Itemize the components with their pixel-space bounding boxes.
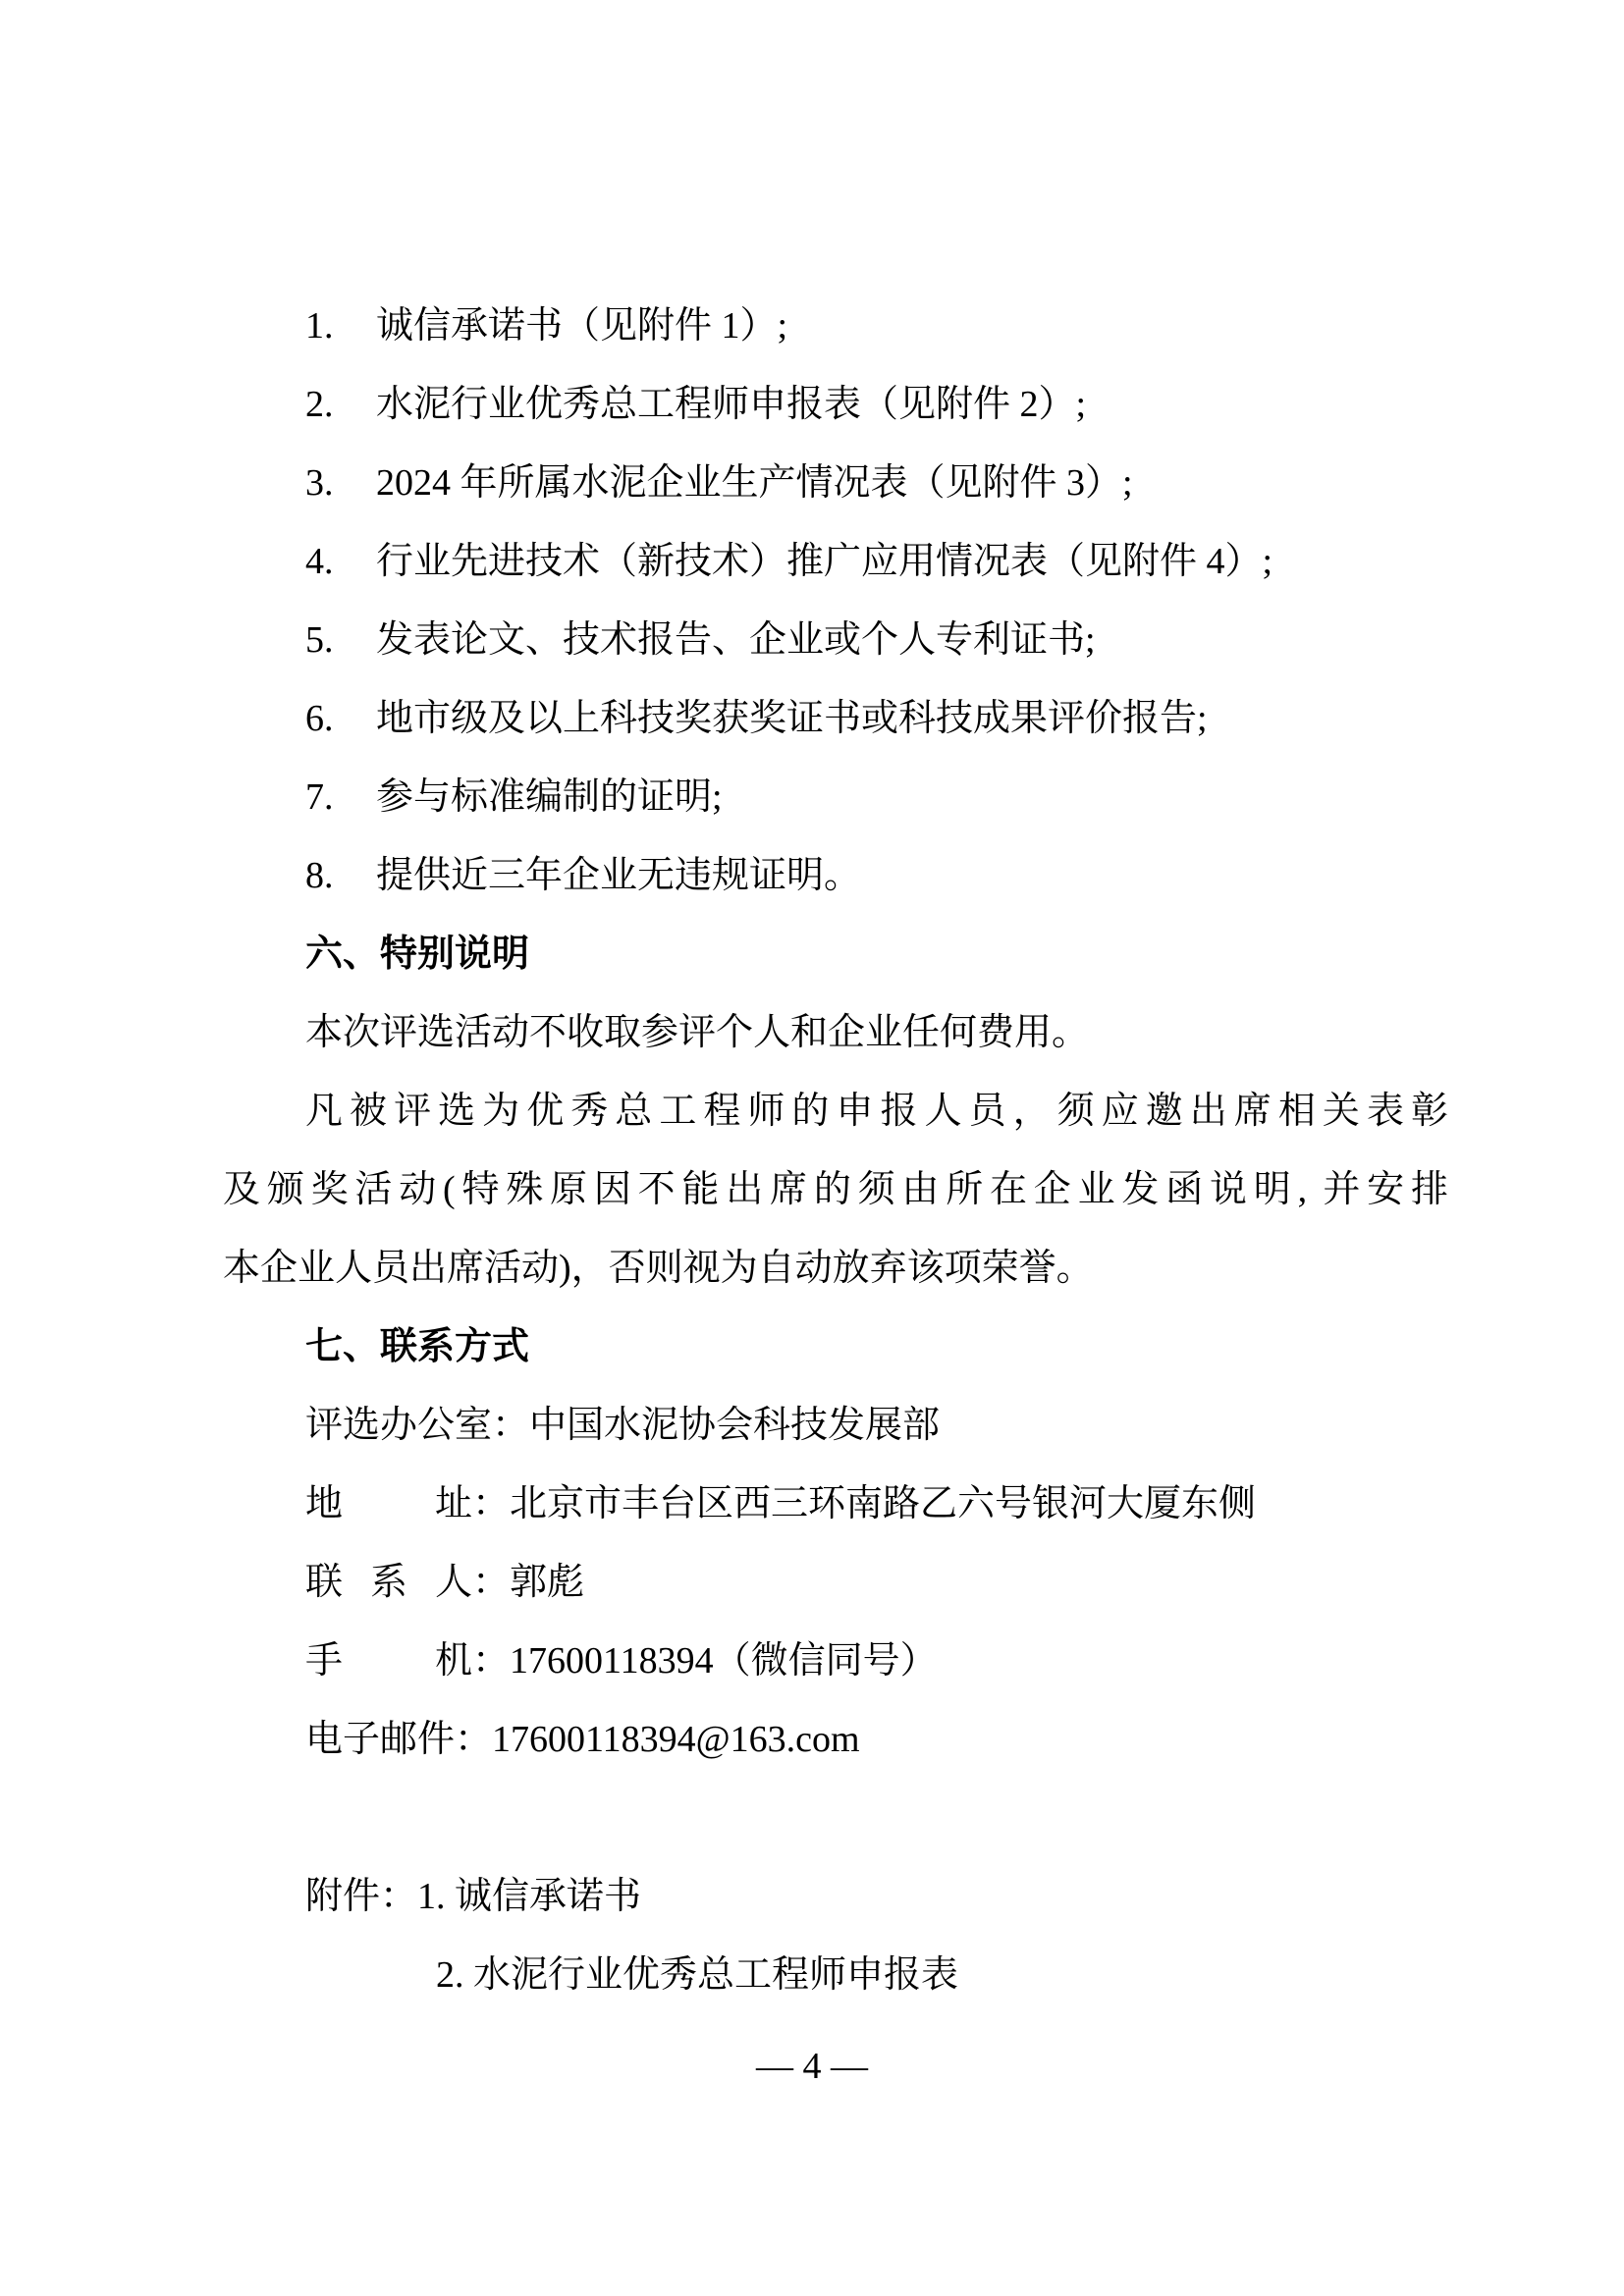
- list-item: [223, 601, 1448, 679]
- item-number: 1.: [305, 305, 334, 347]
- attachment-item: 1. 诚信承诺书: [417, 1876, 642, 1917]
- paragraph-line: 及颁奖活动(特殊原因不能出席的须由所在企业发函说明, 并安排: [223, 1169, 1448, 1210]
- contact-colon: ：: [492, 1405, 530, 1446]
- attachment-line: [223, 1936, 1448, 2014]
- item-text: 发表论文、技术报告、企业或个人专利证书;: [376, 619, 1096, 661]
- item-text: 水泥行业优秀总工程师申报表（见附件 2）;: [376, 384, 1087, 425]
- attachment-line: [223, 1857, 1448, 1936]
- item-number: 8.: [305, 855, 334, 896]
- item-number: 3.: [305, 462, 334, 504]
- item-text: 行业先进技术（新技术）推广应用情况表（见附件 4）;: [376, 541, 1273, 582]
- heading-special-notes: 六、特别说明: [305, 934, 530, 975]
- contact-value: 北京市丰台区西三环南路乙六号银河大厦东侧: [510, 1483, 1257, 1524]
- contact-label: 地址: [305, 1483, 472, 1524]
- attachment-item: 2. 水泥行业优秀总工程师申报表: [436, 1954, 959, 1996]
- item-number: 6.: [305, 698, 334, 739]
- content-area: [223, 287, 1448, 2014]
- contact-label: 评选办公室: [305, 1405, 493, 1446]
- item-text: 提供近三年企业无违规证明。: [376, 855, 862, 896]
- contact-label: 手机: [305, 1640, 472, 1682]
- contact-value: 17600118394@163.com: [492, 1719, 860, 1760]
- contact-label: 电子邮件: [305, 1719, 456, 1760]
- heading-contact-info: 七、联系方式: [305, 1326, 530, 1367]
- paragraph-line: 凡被评选为优秀总工程师的申报人员，须应邀出席相关表彰: [305, 1091, 1448, 1132]
- contact-value: 中国水泥协会科技发展部: [529, 1405, 941, 1446]
- contact-colon: ：: [455, 1719, 493, 1760]
- item-text: 地市级及以上科技奖获奖证书或科技成果评价报告;: [376, 698, 1208, 739]
- item-text: 2024 年所属水泥企业生产情况表（见附件 3）;: [376, 462, 1133, 504]
- contact-value: 郭彪: [510, 1562, 585, 1603]
- contact-colon: ：: [472, 1640, 511, 1682]
- contact-row: [223, 1700, 1448, 1779]
- attachments-label: 附件：: [305, 1876, 418, 1917]
- contact-row: [223, 1622, 1448, 1700]
- contact-value: 17600118394（微信同号）: [510, 1640, 938, 1682]
- contact-colon: ：: [472, 1562, 511, 1603]
- paragraph-line: 本次评选活动不收取参评个人和企业任何费用。: [305, 1012, 1090, 1053]
- list-item: [223, 836, 1448, 915]
- list-item: [223, 758, 1448, 836]
- list-item: [223, 287, 1448, 365]
- item-number: 4.: [305, 541, 334, 582]
- item-number: 5.: [305, 619, 334, 661]
- item-text: 参与标准编制的证明;: [376, 776, 723, 818]
- list-item: [223, 679, 1448, 758]
- item-text: 诚信承诺书（见附件 1）;: [376, 305, 788, 347]
- item-number: 2.: [305, 384, 334, 425]
- paragraph-line: 本企业人员出席活动)，否则视为自动放弃该项荣誉。: [223, 1248, 1094, 1289]
- page-number: — 4 —: [756, 2046, 868, 2087]
- list-item: [223, 365, 1448, 444]
- contact-colon: ：: [472, 1483, 511, 1524]
- contact-row: [223, 1386, 1448, 1465]
- item-number: 7.: [305, 776, 334, 818]
- contact-label: 联系人: [305, 1562, 472, 1603]
- list-item: [223, 522, 1448, 601]
- list-item: [223, 444, 1448, 522]
- contact-row: [223, 1465, 1448, 1543]
- contact-row: [223, 1543, 1448, 1622]
